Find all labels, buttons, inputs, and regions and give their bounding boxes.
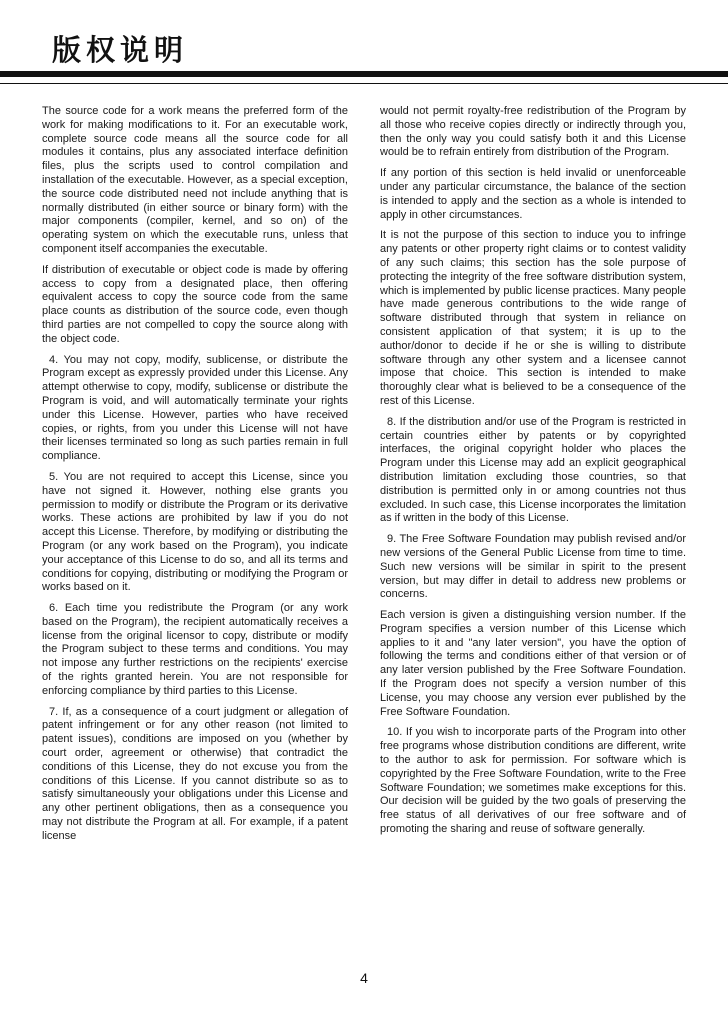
paragraph: If distribution of executable or object code is made by offering access to copy from a designated place, then offering equivalent access to copy the source code from the same place counts as distribution of the source code, even though third parties are not compelled to copy the source along with the object code.	[42, 263, 348, 345]
header-rule-thin	[0, 83, 728, 84]
paragraph: 7. If, as a consequence of a court judgment or allegation of patent infringement or for any other reason (not limited to patent issues), conditions are imposed on you (whether by court order, agreement or otherwise) that contradict the conditions of this License, they do not excuse you from the conditions of this License. If you cannot distribute so as to satisfy simultaneously your obligations under this License and any other pertinent obligations, then as a consequence you may not distribute the Program at all. For example, if a patent license	[42, 705, 348, 842]
paragraph: The source code for a work means the preferred form of the work for making modifications to it. For an executable work, complete source code means all the source code for all modules it contains, plus any associated interface definition files, plus the scripts used to control compilation and installation of the executable. However, as a special exception, the source code distributed need not include anything that is normally distributed (in either source or binary form) with the major components (compiler, kernel, and so on) of the operating system on which the executable runs, unless that component itself accompanies the executable.	[42, 105, 348, 255]
left-column	[42, 105, 348, 851]
paragraph: 8. If the distribution and/or use of the Program is restricted in certain countries either by patents or by copyrighted interfaces, the original copyright holder who places the Program under this License may add an explicit geographical distribution limitation excluding those countries, so that distribution is permitted only in or among countries not thus excluded. In such case, this License incorporates the limitation as if written in the body of this License.	[380, 415, 686, 525]
paragraph: 4. You may not copy, modify, sublicense, or distribute the Program except as expressly provided under this License. Any attempt otherwise to copy, modify, sublicense or distribute the Program is void, and will automatically terminate your rights under this License. However, parties who have received copies, or rights, from you under this License will not have their licenses terminated so long as such parties remain in full compliance.	[42, 353, 348, 463]
paragraph: 5. You are not required to accept this License, since you have not signed it. However, nothing else grants you permission to modify or distribute the Program or its derivative works. These actions are prohibited by law if you do not accept this License. Therefore, by modifying or distributing the Program (or any work based on the Program), you indicate your acceptance of this License to do so, and all its terms and conditions for copying, distributing or modifying the Program or works based on it.	[42, 470, 348, 594]
header-rule-thick	[0, 71, 728, 77]
paragraph: It is not the purpose of this section to induce you to infringe any patents or other property right claims or to contest validity of any such claims; this section has the sole purpose of protecting the integrity of the free software distribution system, which is implemented by public license practices. Many people have made generous contributions to the wide range of software distributed through that system in reliance on consistent application of that system; it is up to the author/donor to decide if he or she is willing to distribute software through any other system and a licensee cannot impose that choice. This section is intended to make thoroughly clear what is believed to be a consequence of the rest of this License.	[380, 229, 686, 407]
paragraph: 6. Each time you redistribute the Program (or any work based on the Program), the recipient automatically receives a license from the original licensor to copy, distribute or modify the Program subject to these terms and conditions. You may not impose any further restrictions on the recipients' exercise of the rights granted herein. You are not responsible for enforcing compliance by third parties to this License.	[42, 602, 348, 697]
right-column	[380, 105, 686, 844]
page-number: 4	[360, 970, 368, 986]
page-title: 版权说明	[52, 33, 189, 67]
paragraph: If any portion of this section is held invalid or unenforceable under any particular circumstance, the balance of the section is intended to apply and the section as a whole is intended to apply in other circumstances.	[380, 167, 686, 221]
paragraph: 10. If you wish to incorporate parts of the Program into other free programs whose distribution conditions are different, write to the author to ask for permission. For software which is copyrighted by the Free Software Foundation, write to the Free Software Foundation; we sometimes make exceptions for this. Our decision will be guided by the two goals of preserving the free status of all derivatives of our free software and of promoting the sharing and reuse of software generally.	[380, 726, 686, 836]
paragraph: 9. The Free Software Foundation may publish revised and/or new versions of the General Public License from time to time. Such new versions will be similar in spirit to the present version, but may differ in detail to address new problems or concerns.	[380, 533, 686, 601]
paragraph: Each version is given a distinguishing version number. If the Program specifies a version number of this License which applies to it and "any later version", you have the option of following the terms and conditions either of that version or of any later version published by the Free Software Foundation. If the Program does not specify a version number of this License, you may choose any version ever published by the Free Software Foundation.	[380, 609, 686, 718]
paragraph: would not permit royalty-free redistribution of the Program by all those who receive copies directly or indirectly through you, then the only way you could satisfy both it and this License would be to refrain entirely from distribution of the Program.	[380, 105, 686, 159]
